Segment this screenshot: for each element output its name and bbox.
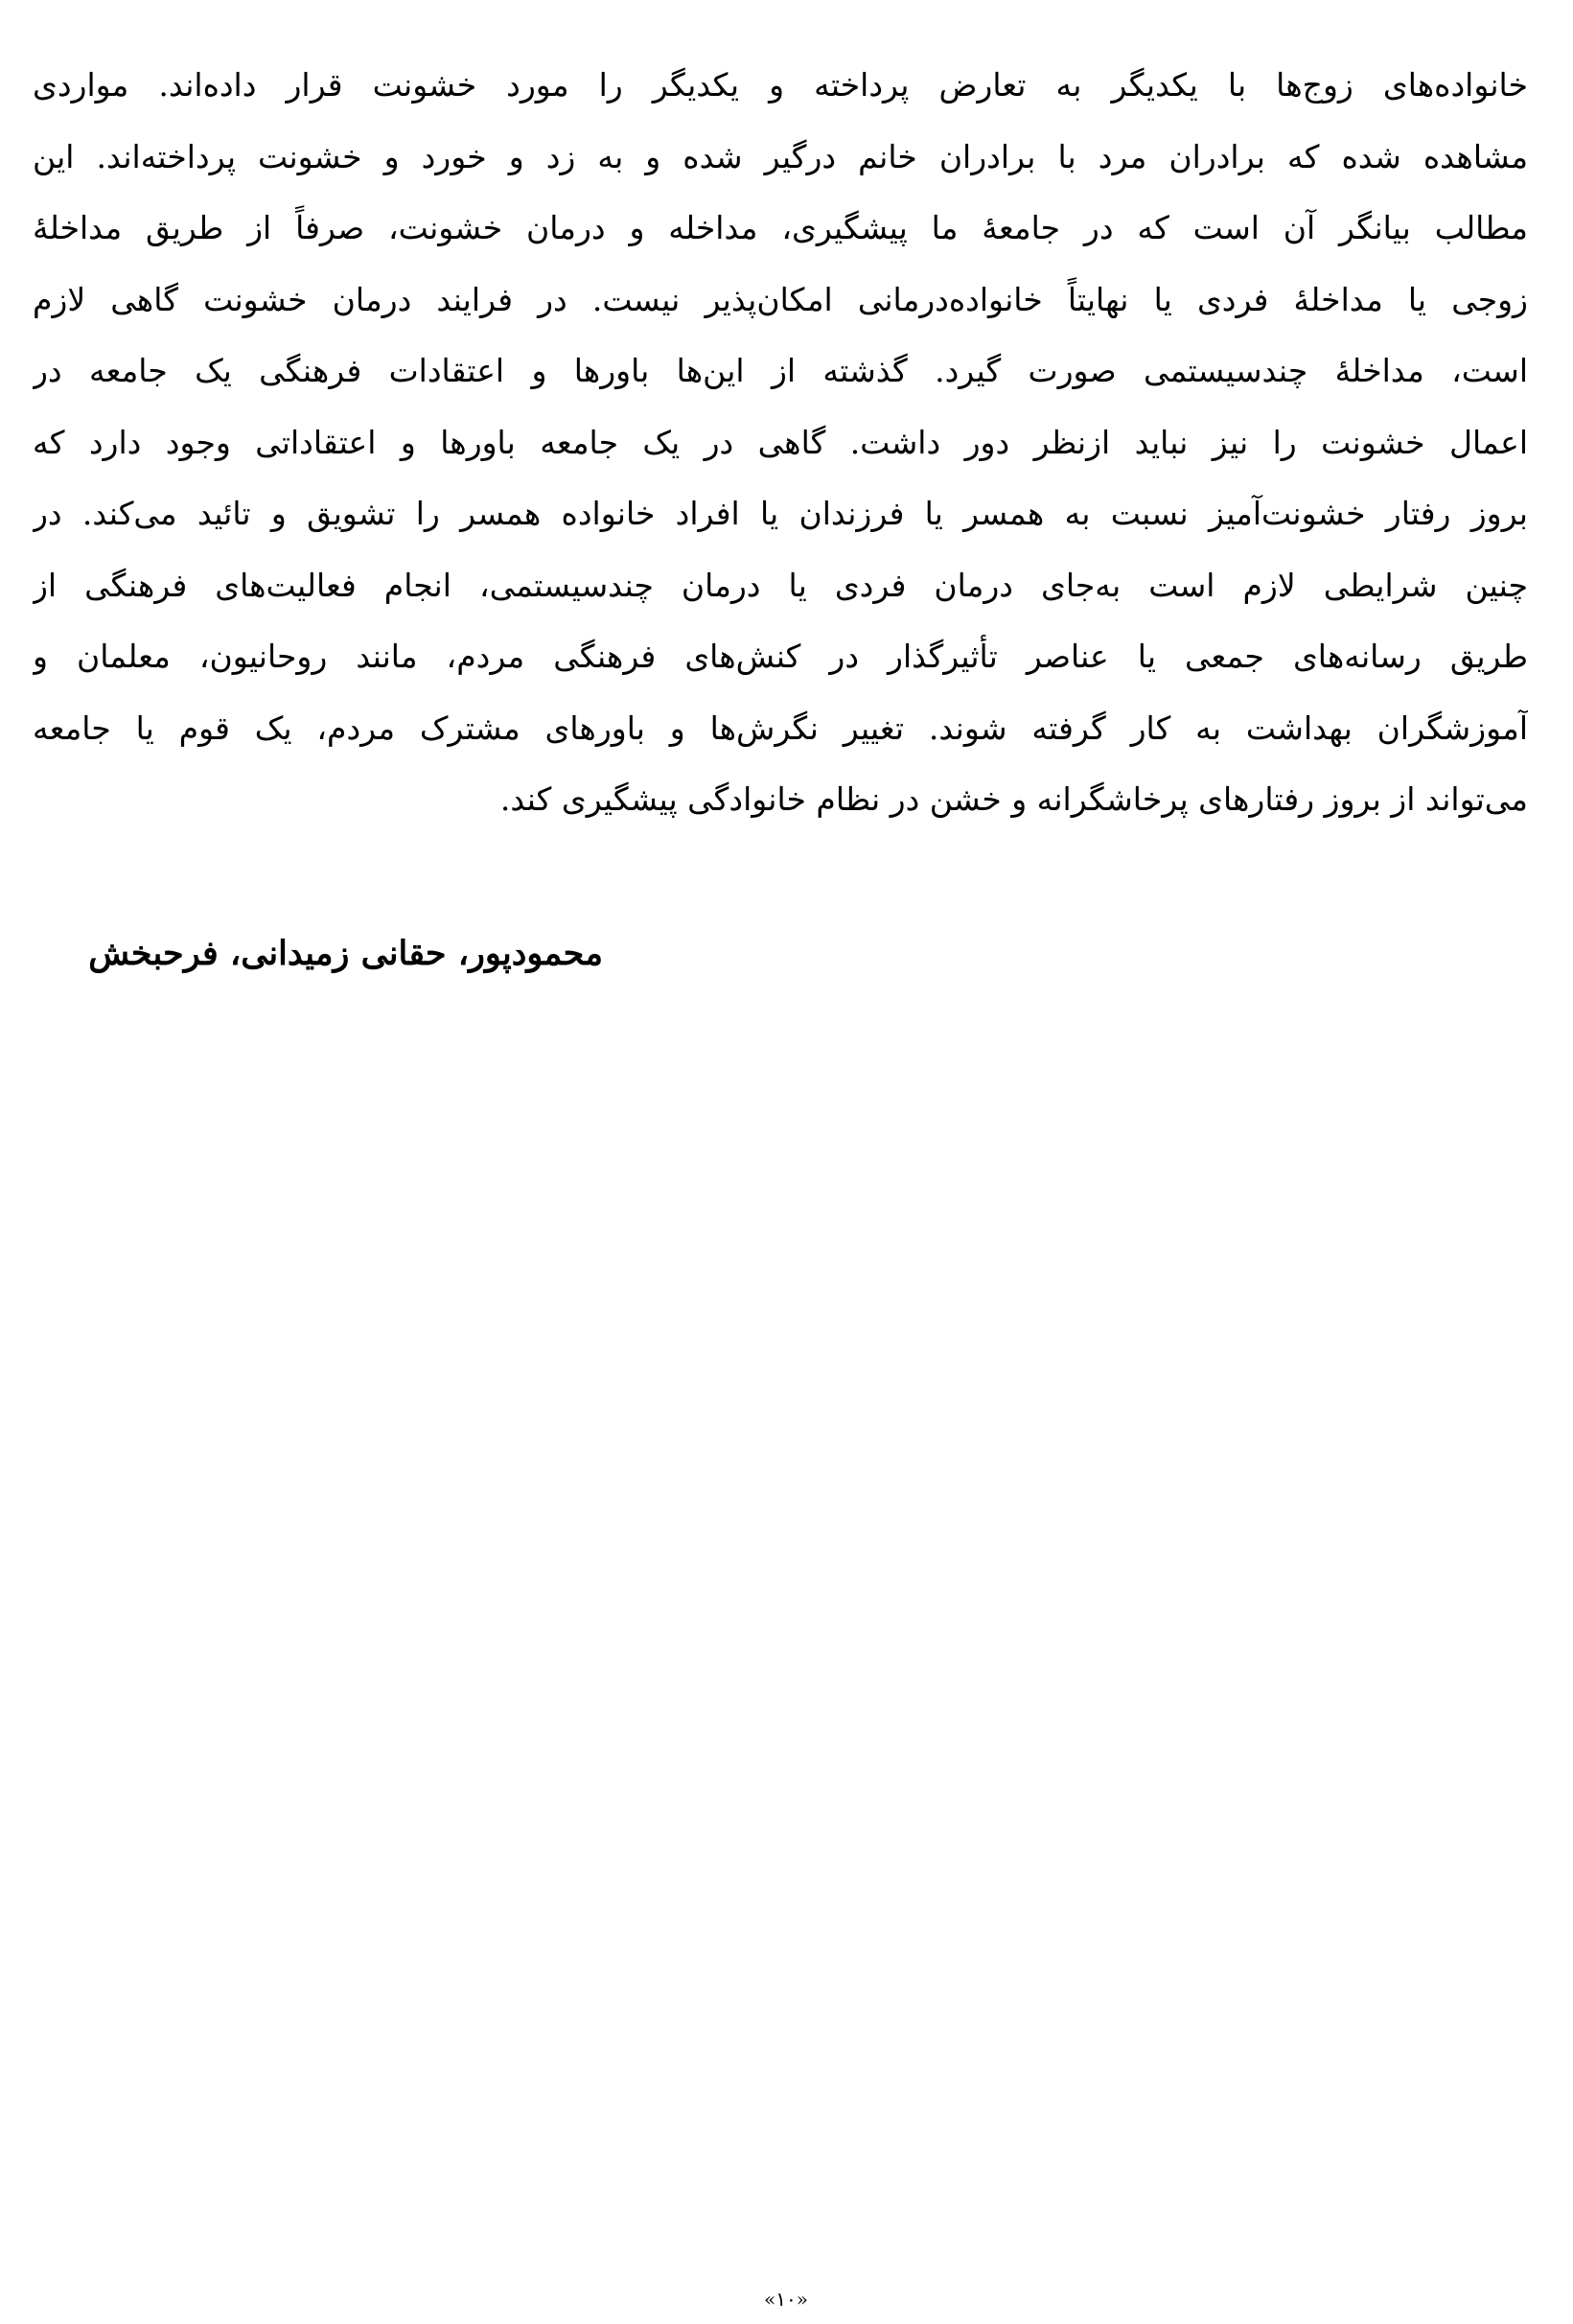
paragraph-line: خانواده‌های زوج‌ها با یکدیگر به تعارض پرداخته و یکدیگر را مورد خشونت قرار داده‌اند. مواردی bbox=[33, 66, 1528, 104]
paragraph-line: اعمال خشونت را نیز نباید ازنظر دور داشت. گاهی در یک جامعه باورها و اعتقاداتی وجود دارد که bbox=[33, 423, 1528, 461]
paragraph-line: مشاهده شده که برادران مرد با برادران خانم درگیر شده و به زد و خورد و خشونت پرداخته‌اند. این bbox=[33, 137, 1528, 175]
body-paragraph bbox=[33, 50, 1528, 836]
paragraph-line: می‌تواند از بروز رفتارهای پرخاشگرانه و خشن در نظام خانوادگی پیشگیری کند. bbox=[499, 780, 1528, 818]
paragraph-line: مطالب بیانگر آن است که در جامعهٔ ما پیشگیری، مداخله و درمان خشونت، صرفاً از طریق مداخلهٔ bbox=[33, 209, 1528, 246]
paragraph-line: است، مداخلهٔ چندسیستمی صورت گیرد. گذشته از این‌ها باورها و اعتقادات فرهنگی یک جامعه در bbox=[33, 352, 1528, 389]
paragraph-line: طریق رسانه‌های جمعی یا عناصر تأثیرگذار در کنش‌های فرهنگی مردم، مانند روحانیون، معلمان و bbox=[33, 638, 1528, 675]
paragraph-line: زوجی یا مداخلهٔ فردی یا نهایتاً خانواده‌درمانی امکان‌پذیر نیست. در فرایند درمان خشونت گاهی لازم bbox=[33, 280, 1528, 318]
authors-heading: محمودپور، حقانی زمیدانی، فرحبخش bbox=[88, 934, 603, 973]
paragraph-line: بروز رفتار خشونت‌آمیز نسبت به همسر یا فرزندان یا افراد خانواده همسر را تشویق و تائید می‌کند. در bbox=[33, 495, 1528, 532]
paragraph-line: آموزشگران بهداشت به کار گرفته شوند. تغییر نگرش‌ها و باورهای مشترک مردم، یک قوم یا جامعه bbox=[33, 709, 1528, 747]
page-number: «۱۰» bbox=[764, 2288, 808, 2311]
paragraph-line: چنین شرایطی لازم است به‌جای درمان فردی یا درمان چندسیستمی، انجام فعالیت‌های فرهنگی از bbox=[33, 566, 1528, 604]
